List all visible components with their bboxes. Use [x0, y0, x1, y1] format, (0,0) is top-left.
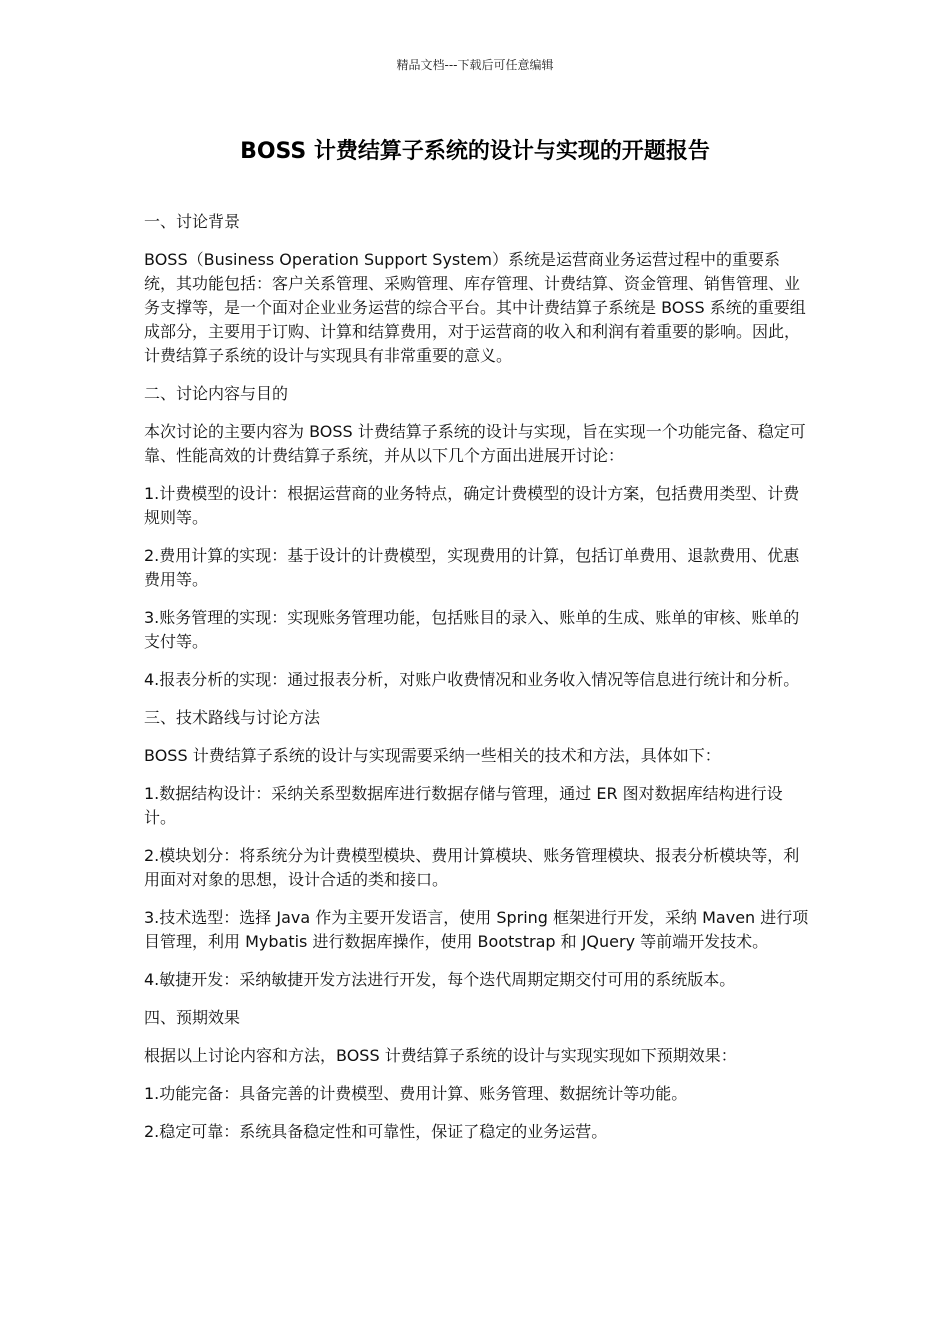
document-body — [144, 210, 810, 1158]
list-item-account-management: 3.账务管理的实现：实现账务管理功能，包括账目的录入、账单的生成、账单的审核、账单的支付等。 — [144, 608, 800, 651]
list-item-agile-development: 4.敏捷开发：采纳敏捷开发方法进行开发，每个迭代周期定期交付可用的系统版本。 — [144, 970, 736, 989]
section-heading-technical-route: 三、技术路线与讨论方法 — [144, 708, 321, 727]
paragraph-background: BOSS（Business Operation Support System）系统是运营商业务运营过程中的重要系统，其功能包括：客户关系管理、采购管理、库存管理、计费结算、资金管理、销售管理、业务支撑等，是一个面对企业业务运营的综合平台。其中计费结算子系统是 BOSS 系统的重要组成部分，主要用于订购、计算和结算费用，对于运营商的收入和利润有着重要的影响。因此，计费结算子系统的设计与实现具有非常重要的意义。 — [144, 250, 806, 365]
paragraph-content-intro: 本次讨论的主要内容为 BOSS 计费结算子系统的设计与实现，旨在实现一个功能完备、稳定可靠、性能高效的计费结算子系统，并从以下几个方面出进展开讨论： — [144, 422, 806, 465]
list-item-report-analysis: 4.报表分析的实现：通过报表分析，对账户收费情况和业务收入情况等信息进行统计和分析。 — [144, 670, 800, 689]
section-heading-expected-results: 四、预期效果 — [144, 1008, 241, 1027]
document-title: BOSS 计费结算子系统的设计与实现的开题报告 — [240, 139, 710, 164]
paragraph-technical-intro: BOSS 计费结算子系统的设计与实现需要采纳一些相关的技术和方法，具体如下： — [144, 746, 721, 765]
list-item-data-structure: 1.数据结构设计：采纳关系型数据库进行数据存储与管理，通过 ER 图对数据库结构进行设计。 — [144, 784, 783, 827]
list-item-module-division: 2.模块划分：将系统分为计费模型模块、费用计算模块、账务管理模块、报表分析模块等，利用面对对象的思想，设计合适的类和接口。 — [144, 846, 800, 889]
paragraph-expected-intro: 根据以上讨论内容和方法，BOSS 计费结算子系统的设计与实现实现如下预期效果： — [144, 1046, 737, 1065]
section-heading-background: 一、讨论背景 — [144, 212, 241, 231]
section-heading-content-purpose: 二、讨论内容与目的 — [144, 384, 289, 403]
page-header: 精品文档---下载后可任意编辑 — [396, 58, 554, 72]
list-item-complete-functions: 1.功能完备：具备完善的计费模型、费用计算、账务管理、数据统计等功能。 — [144, 1084, 688, 1103]
list-item-tech-selection: 3.技术选型：选择 Java 作为主要开发语言，使用 Spring 框架进行开发，采纳 Maven 进行项目管理，利用 Mybatis 进行数据库操作，使用 Bootstrap 和 JQuery 等前端开发技术。 — [144, 908, 809, 951]
list-item-stable-reliable: 2.稳定可靠：系统具备稳定性和可靠性，保证了稳定的业务运营。 — [144, 1122, 608, 1141]
list-item-billing-model: 1.计费模型的设计：根据运营商的业务特点，确定计费模型的设计方案，包括费用类型、计费规则等。 — [144, 484, 800, 527]
list-item-fee-calculation: 2.费用计算的实现：基于设计的计费模型，实现费用的计算，包括订单费用、退款费用、优惠费用等。 — [144, 546, 800, 589]
